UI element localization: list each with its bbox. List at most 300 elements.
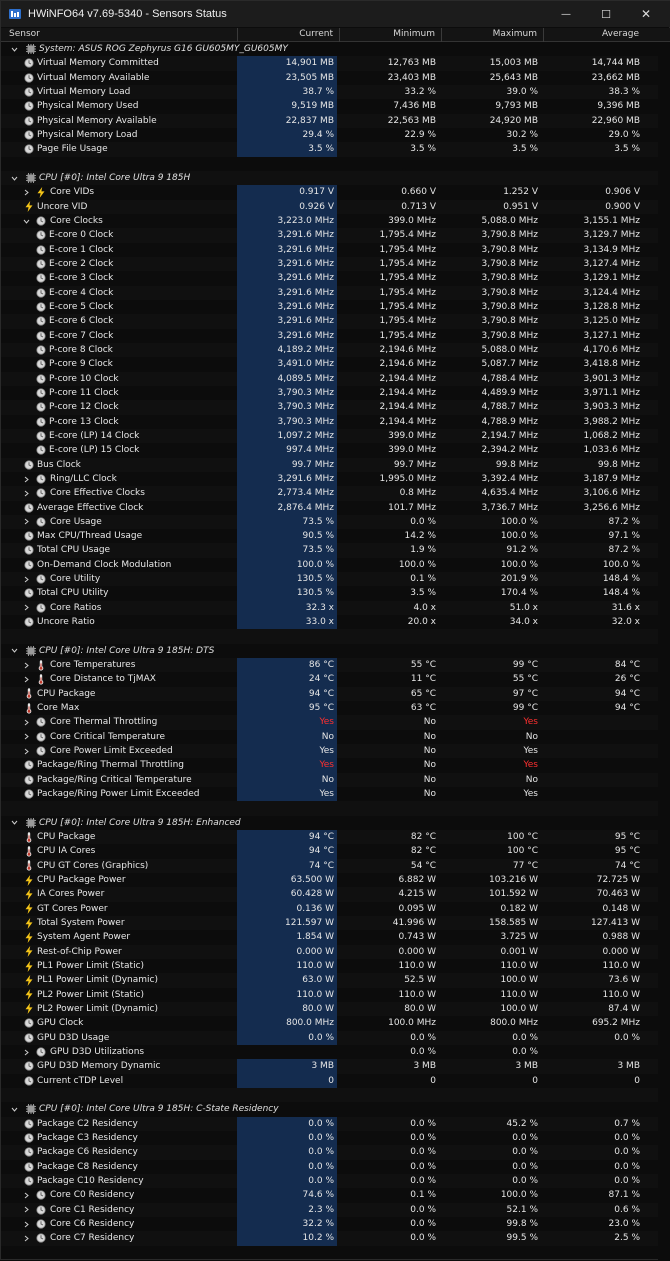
average-value: 0.988 W bbox=[602, 932, 640, 943]
sensor-row[interactable] bbox=[1, 1045, 670, 1059]
minimum-value: 399.0 MHz bbox=[388, 215, 436, 226]
sensor-gauge-icon bbox=[36, 245, 46, 255]
average-value: 3,125.0 MHz bbox=[583, 316, 640, 327]
current-value: 94 °C bbox=[237, 844, 337, 858]
average-value: 31.6 x bbox=[611, 602, 640, 613]
minimum-value: 22,563 MB bbox=[387, 115, 436, 126]
sensor-row[interactable] bbox=[1, 844, 670, 858]
sensor-row[interactable] bbox=[1, 1117, 670, 1131]
sensor-row[interactable] bbox=[1, 400, 670, 414]
sensor-row[interactable] bbox=[1, 1059, 670, 1073]
sensor-group-header[interactable] bbox=[1, 644, 670, 658]
current-value: 3,291.6 MHz bbox=[237, 472, 337, 486]
minimum-value: 0.8 MHz bbox=[399, 488, 436, 499]
minimum-value: 2,194.4 MHz bbox=[379, 373, 436, 384]
sensor-row[interactable] bbox=[1, 1002, 670, 1016]
sensor-row[interactable] bbox=[1, 185, 670, 199]
maximum-value: 100.0 % bbox=[500, 516, 538, 527]
sensor-row[interactable] bbox=[1, 687, 670, 701]
sensor-row[interactable] bbox=[1, 1203, 670, 1217]
sensor-gauge-icon bbox=[24, 588, 34, 598]
minimum-value: 11 °C bbox=[410, 674, 436, 685]
average-value: 23,662 MB bbox=[591, 72, 640, 83]
average-value: 148.4 % bbox=[602, 588, 640, 599]
collapse-chevron-icon[interactable] bbox=[10, 171, 18, 185]
maximum-value: 99.8 MHz bbox=[495, 459, 538, 470]
sensor-row[interactable] bbox=[1, 730, 670, 744]
sensor-row[interactable] bbox=[1, 529, 670, 543]
current-value: 0.000 W bbox=[237, 945, 337, 959]
sensor-gauge-icon bbox=[24, 130, 34, 140]
chip-icon bbox=[26, 44, 36, 54]
average-value bbox=[543, 715, 643, 729]
sensor-row[interactable] bbox=[1, 300, 670, 314]
sensor-group-header[interactable] bbox=[1, 816, 670, 830]
sensor-row[interactable] bbox=[1, 243, 670, 257]
sensor-gauge-icon bbox=[24, 73, 34, 83]
maximum-value: 2,394.2 MHz bbox=[481, 445, 538, 456]
sensor-row[interactable] bbox=[1, 1174, 670, 1188]
sensor-gauge-icon bbox=[36, 1233, 46, 1243]
expand-chevron-icon[interactable] bbox=[22, 572, 30, 586]
minimum-value: 0.660 V bbox=[401, 187, 436, 198]
sensor-group-header[interactable] bbox=[1, 1102, 670, 1116]
sensor-gauge-icon bbox=[36, 431, 46, 441]
sensor-row[interactable] bbox=[1, 99, 670, 113]
voltage-bolt-icon bbox=[24, 918, 34, 928]
minimize-button[interactable] bbox=[547, 1, 585, 27]
sensor-row[interactable] bbox=[1, 458, 670, 472]
sensor-gauge-icon bbox=[36, 302, 46, 312]
sensor-row[interactable] bbox=[1, 200, 670, 214]
sensor-row[interactable] bbox=[1, 314, 670, 328]
column-header-maximum[interactable]: Maximum bbox=[492, 29, 537, 39]
sensor-label: Virtual Memory Committed bbox=[37, 58, 159, 69]
sensor-row[interactable] bbox=[1, 142, 670, 156]
sensor-label: E-core 2 Clock bbox=[49, 258, 114, 269]
collapse-chevron-icon[interactable] bbox=[10, 42, 18, 56]
expand-chevron-icon[interactable] bbox=[22, 672, 30, 686]
sensor-row[interactable] bbox=[1, 56, 670, 70]
sensor-gauge-icon bbox=[24, 1076, 34, 1086]
thermometer-icon bbox=[24, 703, 34, 713]
sensor-row[interactable] bbox=[1, 343, 670, 357]
average-value: 1,033.6 MHz bbox=[583, 445, 640, 456]
average-value: 0.0 % bbox=[614, 1161, 640, 1172]
maximum-value: 0.001 W bbox=[500, 946, 538, 957]
expand-chevron-icon[interactable] bbox=[22, 486, 30, 500]
close-icon: ✕ bbox=[640, 7, 652, 21]
sensor-row[interactable] bbox=[1, 773, 670, 787]
sensor-gauge-icon bbox=[24, 1162, 34, 1172]
minimum-value: 33.2 % bbox=[404, 86, 436, 97]
sensor-row[interactable] bbox=[1, 286, 670, 300]
maximum-value: 103.216 W bbox=[489, 875, 538, 886]
average-value: 0.900 V bbox=[605, 201, 640, 212]
minimum-value: 101.7 MHz bbox=[388, 502, 436, 513]
maximum-value: 15,003 MB bbox=[489, 58, 538, 69]
sensor-row[interactable] bbox=[1, 916, 670, 930]
sensor-group-header[interactable] bbox=[1, 171, 670, 185]
maximum-value: 101.592 W bbox=[489, 889, 538, 900]
minimum-value: 0.0 % bbox=[410, 1032, 436, 1043]
minimum-value: 0.0 % bbox=[410, 1175, 436, 1186]
minimum-value: 3.5 % bbox=[410, 588, 436, 599]
expand-chevron-icon[interactable] bbox=[22, 1045, 30, 1059]
minimum-value: 0.0 % bbox=[410, 1147, 436, 1158]
maximize-button[interactable] bbox=[587, 1, 625, 27]
sensor-label: GPU D3D Utilizations bbox=[50, 1046, 145, 1057]
current-value: 63.500 W bbox=[237, 873, 337, 887]
sensor-label: P-core 10 Clock bbox=[49, 373, 119, 384]
average-value: 3 MB bbox=[617, 1061, 640, 1072]
voltage-bolt-icon bbox=[24, 975, 34, 985]
average-value: 0.6 % bbox=[614, 1204, 640, 1215]
average-value: 9,396 MB bbox=[597, 101, 640, 112]
sensor-label: Package C10 Residency bbox=[37, 1175, 144, 1186]
sensor-gauge-icon bbox=[36, 732, 46, 742]
average-value: 3,106.6 MHz bbox=[583, 488, 640, 499]
current-value: 1.854 W bbox=[237, 930, 337, 944]
sensor-row[interactable] bbox=[1, 787, 670, 801]
sensor-label: Current cTDP Level bbox=[37, 1075, 124, 1086]
sensor-row[interactable] bbox=[1, 386, 670, 400]
collapse-chevron-icon[interactable] bbox=[10, 1102, 18, 1116]
current-value: 3,291.6 MHz bbox=[237, 286, 337, 300]
sensor-label: Core Distance to TjMAX bbox=[50, 674, 156, 685]
sensor-gauge-icon bbox=[24, 1176, 34, 1186]
average-value: 3,124.4 MHz bbox=[583, 287, 640, 298]
sensor-gauge-icon bbox=[36, 359, 46, 369]
current-value: 0.0 % bbox=[237, 1031, 337, 1045]
sensor-list[interactable] bbox=[1, 42, 670, 1246]
sensor-gauge-icon bbox=[24, 560, 34, 570]
sensor-row[interactable] bbox=[1, 945, 670, 959]
maximum-value: 3,790.8 MHz bbox=[481, 258, 538, 269]
sensor-label: Core Max bbox=[37, 703, 80, 714]
current-value: 73.5 % bbox=[237, 515, 337, 529]
sensor-row[interactable] bbox=[1, 887, 670, 901]
maximum-value: 3,790.8 MHz bbox=[481, 230, 538, 241]
spacer-row bbox=[1, 801, 670, 815]
minimum-value: 0.0 % bbox=[410, 1233, 436, 1244]
current-value: 74.6 % bbox=[237, 1188, 337, 1202]
maximum-value: 0.951 V bbox=[503, 201, 538, 212]
sensor-gauge-icon bbox=[36, 316, 46, 326]
sensor-row[interactable] bbox=[1, 501, 670, 515]
maximum-value: 5,088.0 MHz bbox=[481, 215, 538, 226]
sensor-gauge-icon bbox=[36, 374, 46, 384]
expand-chevron-icon[interactable] bbox=[22, 601, 30, 615]
sensor-gauge-icon bbox=[36, 1047, 46, 1057]
sensor-gauge-icon bbox=[36, 259, 46, 269]
expand-chevron-icon[interactable] bbox=[22, 730, 30, 744]
minimum-value: 23,403 MB bbox=[387, 72, 436, 83]
sensor-row[interactable] bbox=[1, 902, 670, 916]
sensor-label: Package/Ring Critical Temperature bbox=[37, 774, 192, 785]
sensor-label: Physical Memory Load bbox=[37, 129, 138, 140]
maximum-value: 0.182 W bbox=[500, 903, 538, 914]
sensor-row[interactable] bbox=[1, 128, 670, 142]
sensor-gauge-icon bbox=[36, 1190, 46, 1200]
sensor-row[interactable] bbox=[1, 1131, 670, 1145]
minimum-value: 3.5 % bbox=[410, 144, 436, 155]
sensor-row[interactable] bbox=[1, 830, 670, 844]
average-value: 32.0 x bbox=[611, 617, 640, 628]
column-header-average[interactable]: Average bbox=[602, 29, 639, 39]
average-value: 0.7 % bbox=[614, 1118, 640, 1129]
average-value: 22,960 MB bbox=[591, 115, 640, 126]
sensor-gauge-icon bbox=[24, 775, 34, 785]
current-value: 121.597 W bbox=[237, 916, 337, 930]
sensor-row[interactable] bbox=[1, 1145, 670, 1159]
current-value: 3.5 % bbox=[237, 142, 337, 156]
sensor-label: E-core 3 Clock bbox=[49, 273, 114, 284]
maximum-value: 1.252 V bbox=[503, 187, 538, 198]
sensor-group-label: CPU [#0]: Intel Core Ultra 9 185H: C-State Residency bbox=[39, 1104, 279, 1115]
scrollbar[interactable] bbox=[658, 42, 670, 1261]
sensor-row[interactable] bbox=[1, 1016, 670, 1030]
sensor-gauge-icon bbox=[36, 603, 46, 613]
sensor-group-label: System: ASUS ROG Zephyrus G16 GU605MY_GU605MY bbox=[39, 44, 288, 54]
maximum-value: 45.2 % bbox=[506, 1118, 538, 1129]
current-value: 3,291.6 MHz bbox=[237, 329, 337, 343]
sensor-label: Core VIDs bbox=[50, 187, 95, 198]
thermometer-icon bbox=[24, 861, 34, 871]
current-value: 1,097.2 MHz bbox=[237, 429, 337, 443]
average-value: 0.0 % bbox=[614, 1147, 640, 1158]
minimum-value: 2,194.6 MHz bbox=[379, 344, 436, 355]
expand-chevron-icon[interactable] bbox=[22, 185, 30, 199]
current-value: 0.0 % bbox=[237, 1160, 337, 1174]
average-value: 23.0 % bbox=[608, 1218, 640, 1229]
average-value: 84 °C bbox=[614, 660, 640, 671]
average-value: 3,134.9 MHz bbox=[583, 244, 640, 255]
current-value: 0.926 V bbox=[237, 200, 337, 214]
average-value: 1,068.2 MHz bbox=[583, 430, 640, 441]
sensor-row[interactable] bbox=[1, 701, 670, 715]
expand-chevron-icon[interactable] bbox=[22, 1203, 30, 1217]
sensor-row[interactable] bbox=[1, 930, 670, 944]
current-value: 33.0 x bbox=[237, 615, 337, 629]
minimum-value: 110.0 W bbox=[398, 989, 436, 1000]
sensor-row[interactable] bbox=[1, 558, 670, 572]
sensor-row[interactable] bbox=[1, 114, 670, 128]
minimum-value: 0.1 % bbox=[410, 1190, 436, 1201]
minimum-value: 65 °C bbox=[410, 688, 436, 699]
maximum-value: 24,920 MB bbox=[489, 115, 538, 126]
sensor-gauge-icon bbox=[24, 1061, 34, 1071]
sensor-row[interactable] bbox=[1, 988, 670, 1002]
minimum-value: 0.713 V bbox=[401, 201, 436, 212]
sensor-row[interactable] bbox=[1, 1217, 670, 1231]
current-value: 0.136 W bbox=[237, 902, 337, 916]
average-value: 3,155.1 MHz bbox=[583, 215, 640, 226]
sensor-label: Total CPU Utility bbox=[37, 588, 109, 599]
sensor-label: Core Thermal Throttling bbox=[50, 717, 158, 728]
expand-chevron-icon[interactable] bbox=[22, 1188, 30, 1202]
sensor-row[interactable] bbox=[1, 959, 670, 973]
sensor-gauge-icon bbox=[24, 1018, 34, 1028]
sensor-gauge-icon bbox=[36, 216, 46, 226]
current-value: 3,291.6 MHz bbox=[237, 243, 337, 257]
average-value: 38.3 % bbox=[608, 86, 640, 97]
sensor-row[interactable] bbox=[1, 415, 670, 429]
column-header-minimum[interactable]: Minimum bbox=[393, 29, 435, 39]
sensor-row[interactable] bbox=[1, 1231, 670, 1245]
minimum-value: 399.0 MHz bbox=[388, 445, 436, 456]
sensor-row[interactable] bbox=[1, 1160, 670, 1174]
sensor-row[interactable] bbox=[1, 228, 670, 242]
current-value: 9,519 MB bbox=[237, 99, 337, 113]
maximum-value: 77 °C bbox=[512, 860, 538, 871]
maximum-value: 4,635.4 MHz bbox=[481, 488, 538, 499]
column-header-current[interactable]: Current bbox=[299, 29, 333, 39]
expand-chevron-icon[interactable] bbox=[22, 744, 30, 758]
chip-icon bbox=[26, 646, 36, 656]
sensor-row[interactable] bbox=[1, 372, 670, 386]
thermometer-icon bbox=[24, 689, 34, 699]
minimum-value: 0.1 % bbox=[410, 574, 436, 585]
sensor-row[interactable] bbox=[1, 1031, 670, 1045]
current-value: No bbox=[237, 730, 337, 744]
sensor-row[interactable] bbox=[1, 601, 670, 615]
sensor-label: IA Cores Power bbox=[37, 889, 105, 900]
sensor-row[interactable] bbox=[1, 658, 670, 672]
expand-chevron-icon[interactable] bbox=[22, 715, 30, 729]
title-bar[interactable] bbox=[1, 1, 670, 27]
average-value: 0.906 V bbox=[605, 187, 640, 198]
sensor-gauge-icon bbox=[24, 1119, 34, 1129]
sensor-label: P-core 9 Clock bbox=[49, 359, 113, 370]
sensor-row[interactable] bbox=[1, 859, 670, 873]
sensor-label: PL1 Power Limit (Dynamic) bbox=[37, 975, 158, 986]
minimum-value: 1,795.4 MHz bbox=[379, 301, 436, 312]
sensor-label: GPU Clock bbox=[37, 1018, 84, 1029]
maximum-value: 3.5 % bbox=[512, 144, 538, 155]
minimum-value: 54 °C bbox=[410, 860, 436, 871]
close-button[interactable] bbox=[627, 1, 665, 27]
sensor-gauge-icon bbox=[24, 545, 34, 555]
minimum-value: 82 °C bbox=[410, 846, 436, 857]
sensor-row[interactable] bbox=[1, 873, 670, 887]
minimize-icon: — bbox=[561, 8, 571, 20]
minimum-value: 7,436 MB bbox=[393, 101, 436, 112]
maximum-value: 170.4 % bbox=[500, 588, 538, 599]
sensor-row[interactable] bbox=[1, 486, 670, 500]
average-value: 110.0 W bbox=[602, 961, 640, 971]
average-value: 87.2 % bbox=[608, 516, 640, 527]
sensor-row[interactable] bbox=[1, 758, 670, 772]
current-value: 63.0 W bbox=[237, 973, 337, 987]
sensor-row[interactable] bbox=[1, 572, 670, 586]
sensor-label: GT Cores Power bbox=[37, 903, 108, 914]
maximum-value: 100.0 W bbox=[500, 1003, 538, 1014]
hwinfo-app-icon bbox=[9, 8, 21, 20]
current-value: 73.5 % bbox=[237, 543, 337, 557]
sensor-row[interactable] bbox=[1, 744, 670, 758]
sensor-row[interactable] bbox=[1, 357, 670, 371]
sensor-row[interactable] bbox=[1, 586, 670, 600]
sensor-row[interactable] bbox=[1, 543, 670, 557]
average-value bbox=[543, 787, 643, 801]
sensor-label: Uncore VID bbox=[37, 201, 88, 212]
maximum-value: No bbox=[525, 731, 538, 742]
expand-chevron-icon[interactable] bbox=[22, 658, 30, 672]
sensor-row[interactable] bbox=[1, 214, 670, 228]
minimum-value: 0.0 % bbox=[410, 1161, 436, 1172]
minimum-value: 1,795.4 MHz bbox=[379, 316, 436, 327]
maximum-value: 9,793 MB bbox=[495, 101, 538, 112]
sensor-label: Package C3 Residency bbox=[37, 1132, 138, 1143]
voltage-bolt-icon bbox=[24, 961, 34, 971]
sensor-row[interactable] bbox=[1, 429, 670, 443]
maximum-value: 3,392.4 MHz bbox=[481, 473, 538, 484]
current-value: 32.2 % bbox=[237, 1217, 337, 1231]
sensor-gauge-icon bbox=[36, 746, 46, 756]
average-value: 2.5 % bbox=[614, 1233, 640, 1244]
current-value: 14,901 MB bbox=[237, 56, 337, 70]
maximum-value: 52.1 % bbox=[506, 1204, 538, 1215]
maximum-value: 3,790.8 MHz bbox=[481, 316, 538, 327]
sensor-row[interactable] bbox=[1, 329, 670, 343]
sensor-label: Package/Ring Thermal Throttling bbox=[37, 760, 184, 771]
column-header-sensor[interactable]: Sensor bbox=[9, 29, 40, 39]
sensor-label: E-core 4 Clock bbox=[49, 287, 114, 298]
sensor-row[interactable] bbox=[1, 973, 670, 987]
expand-chevron-icon[interactable] bbox=[22, 1217, 30, 1231]
sensor-gauge-icon bbox=[36, 717, 46, 727]
sensor-row[interactable] bbox=[1, 271, 670, 285]
expand-chevron-icon[interactable] bbox=[22, 472, 30, 486]
sensor-row[interactable] bbox=[1, 85, 670, 99]
sensor-row[interactable] bbox=[1, 715, 670, 729]
sensor-row[interactable] bbox=[1, 1074, 670, 1088]
maximum-value: 39.0 % bbox=[506, 86, 538, 97]
minimum-value: 0.0 % bbox=[410, 1204, 436, 1215]
collapse-chevron-icon[interactable] bbox=[10, 644, 18, 658]
sensor-row[interactable] bbox=[1, 615, 670, 629]
average-value: 0.000 W bbox=[602, 946, 640, 957]
collapse-chevron-icon[interactable] bbox=[22, 214, 30, 228]
average-value: 0.0 % bbox=[614, 1132, 640, 1143]
minimum-value: 14.2 % bbox=[404, 531, 436, 542]
sensor-label: Ring/LLC Clock bbox=[50, 473, 117, 484]
sensor-row[interactable] bbox=[1, 672, 670, 686]
sensor-gauge-icon bbox=[24, 789, 34, 799]
expand-chevron-icon[interactable] bbox=[22, 1231, 30, 1245]
sensor-row[interactable] bbox=[1, 257, 670, 271]
sensor-label: Physical Memory Available bbox=[37, 115, 157, 126]
sensor-row[interactable] bbox=[1, 472, 670, 486]
average-value: 148.4 % bbox=[602, 574, 640, 585]
sensor-group-header[interactable] bbox=[1, 42, 670, 56]
sensor-label: Package C8 Residency bbox=[37, 1161, 138, 1172]
sensor-row[interactable] bbox=[1, 1188, 670, 1202]
sensor-row[interactable] bbox=[1, 71, 670, 85]
sensor-row[interactable] bbox=[1, 515, 670, 529]
average-value: 87.4 W bbox=[608, 1003, 640, 1014]
expand-chevron-icon[interactable] bbox=[22, 515, 30, 529]
average-value: 94 °C bbox=[614, 688, 640, 699]
sensor-label: Core Utility bbox=[50, 574, 101, 585]
sensor-label: Physical Memory Used bbox=[37, 101, 139, 112]
collapse-chevron-icon[interactable] bbox=[10, 816, 18, 830]
minimum-value: 1,795.4 MHz bbox=[379, 287, 436, 298]
current-value: 110.0 W bbox=[237, 959, 337, 973]
current-value: 3,491.0 MHz bbox=[237, 357, 337, 371]
sensor-row[interactable] bbox=[1, 443, 670, 457]
